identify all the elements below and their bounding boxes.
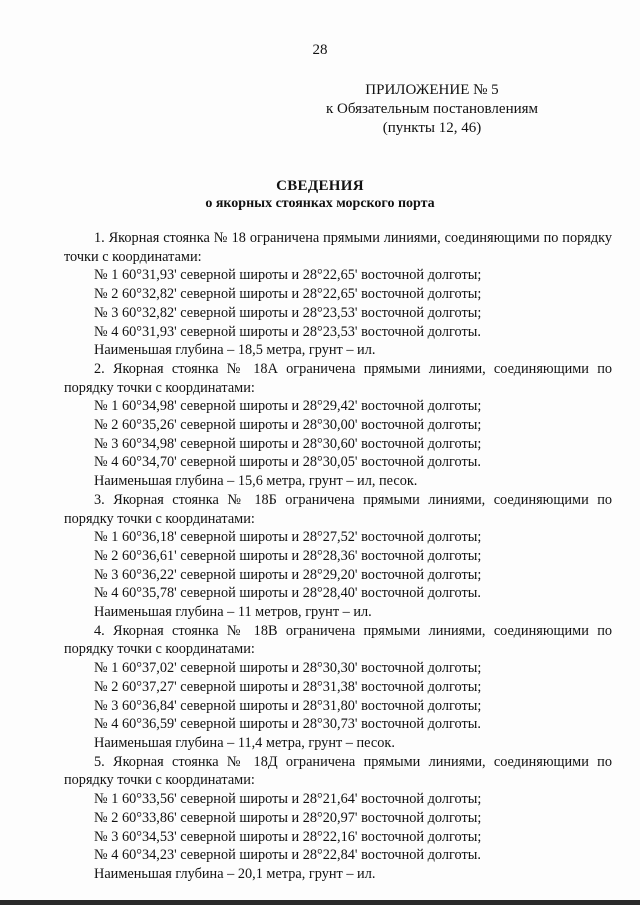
document-title: СВЕДЕНИЯ [276,178,364,194]
depth-note: Наименьшая глубина – 15,6 метра, грунт – ил, песок. [94,473,418,490]
anchorage-intro: 3. Якорная стоянка № 18Б ограничена прямыми линиями, соединяющими по порядку точки с координатами: [64,491,612,527]
coordinate-point: № 3 60°34,98' северной широты и 28°30,60' восточной долготы; [94,435,482,452]
document-subtitle: о якорных стоянках морского порта [205,196,435,211]
coordinate-point: № 2 60°33,86' северной широты и 28°20,97' восточной долготы; [94,809,482,826]
anchorage-intro: 2. Якорная стоянка № 18А ограничена прямыми линиями, соединяющими по порядку точки с координатами: [64,360,612,396]
coordinate-point: № 4 60°31,93' северной широты и 28°23,53' восточной долготы. [94,323,481,340]
depth-note: Наименьшая глубина – 20,1 метра, грунт – ил. [94,865,376,882]
coordinate-point: № 1 60°37,02' северной широты и 28°30,30' восточной долготы; [94,660,482,677]
coordinate-point: № 3 60°36,84' северной широты и 28°31,80' восточной долготы; [94,697,482,714]
coordinate-point: № 2 60°36,61' северной широты и 28°28,36' восточной долготы; [94,547,482,564]
anchorage-intro: 1. Якорная стоянка № 18 ограничена прямыми линиями, соединяющими по порядку точки с координатами: [64,230,612,265]
anchorage-section [64,229,612,360]
coordinate-point: № 1 60°34,98' северной широты и 28°29,42' восточной долготы; [94,398,482,415]
coordinate-point: № 2 60°37,27' северной широты и 28°31,38' восточной долготы; [94,678,482,695]
coordinate-point: № 1 60°33,56' северной широты и 28°21,64' восточной долготы; [94,791,482,808]
coordinate-point: № 1 60°31,93' северной широты и 28°22,65' восточной долготы; [94,267,482,284]
anchorage-intro: 5. Якорная стоянка № 18Д ограничена прямыми линиями, соединяющими по порядку точки с координатами: [64,753,612,789]
document-body [64,229,612,884]
anchorage-section [64,622,612,753]
depth-note: Наименьшая глубина – 11 метров, грунт – ил. [94,604,372,621]
scan-bottom-edge [0,900,640,905]
annex-header [302,81,562,138]
coordinate-point: № 4 60°35,78' северной широты и 28°28,40' восточной долготы. [94,585,481,602]
coordinate-point: № 3 60°32,82' северной широты и 28°23,53' восточной долготы; [94,304,482,321]
depth-note: Наименьшая глубина – 11,4 метра, грунт – песок. [94,734,395,751]
anchorage-section [64,360,612,491]
coordinate-point: № 2 60°32,82' северной широты и 28°22,65' восточной долготы; [94,286,482,303]
coordinate-point: № 4 60°34,70' северной широты и 28°30,05' восточной долготы. [94,454,481,471]
coordinate-point: № 4 60°36,59' северной широты и 28°30,73' восточной долготы. [94,716,481,733]
anchorage-section [64,753,612,884]
page-number: 28 [312,42,328,58]
annex-reference: к Обязательным постановлениям [325,101,539,117]
anchorage-section [64,491,612,622]
coordinate-point: № 3 60°34,53' северной широты и 28°22,16' восточной долготы; [94,828,482,845]
annex-title: ПРИЛОЖЕНИЕ № 5 [365,82,499,98]
coordinate-point: № 3 60°36,22' северной широты и 28°29,20' восточной долготы; [94,566,482,583]
depth-note: Наименьшая глубина – 18,5 метра, грунт – ил. [94,342,376,359]
annex-clauses: (пункты 12, 46) [382,120,482,136]
coordinate-point: № 1 60°36,18' северной широты и 28°27,52' восточной долготы; [94,529,482,546]
anchorage-intro: 4. Якорная стоянка № 18В ограничена прямыми линиями, соединяющими по порядку точки с координатами: [64,622,612,658]
coordinate-point: № 4 60°34,23' северной широты и 28°22,84' восточной долготы. [94,847,481,864]
coordinate-point: № 2 60°35,26' северной широты и 28°30,00' восточной долготы; [94,417,482,434]
